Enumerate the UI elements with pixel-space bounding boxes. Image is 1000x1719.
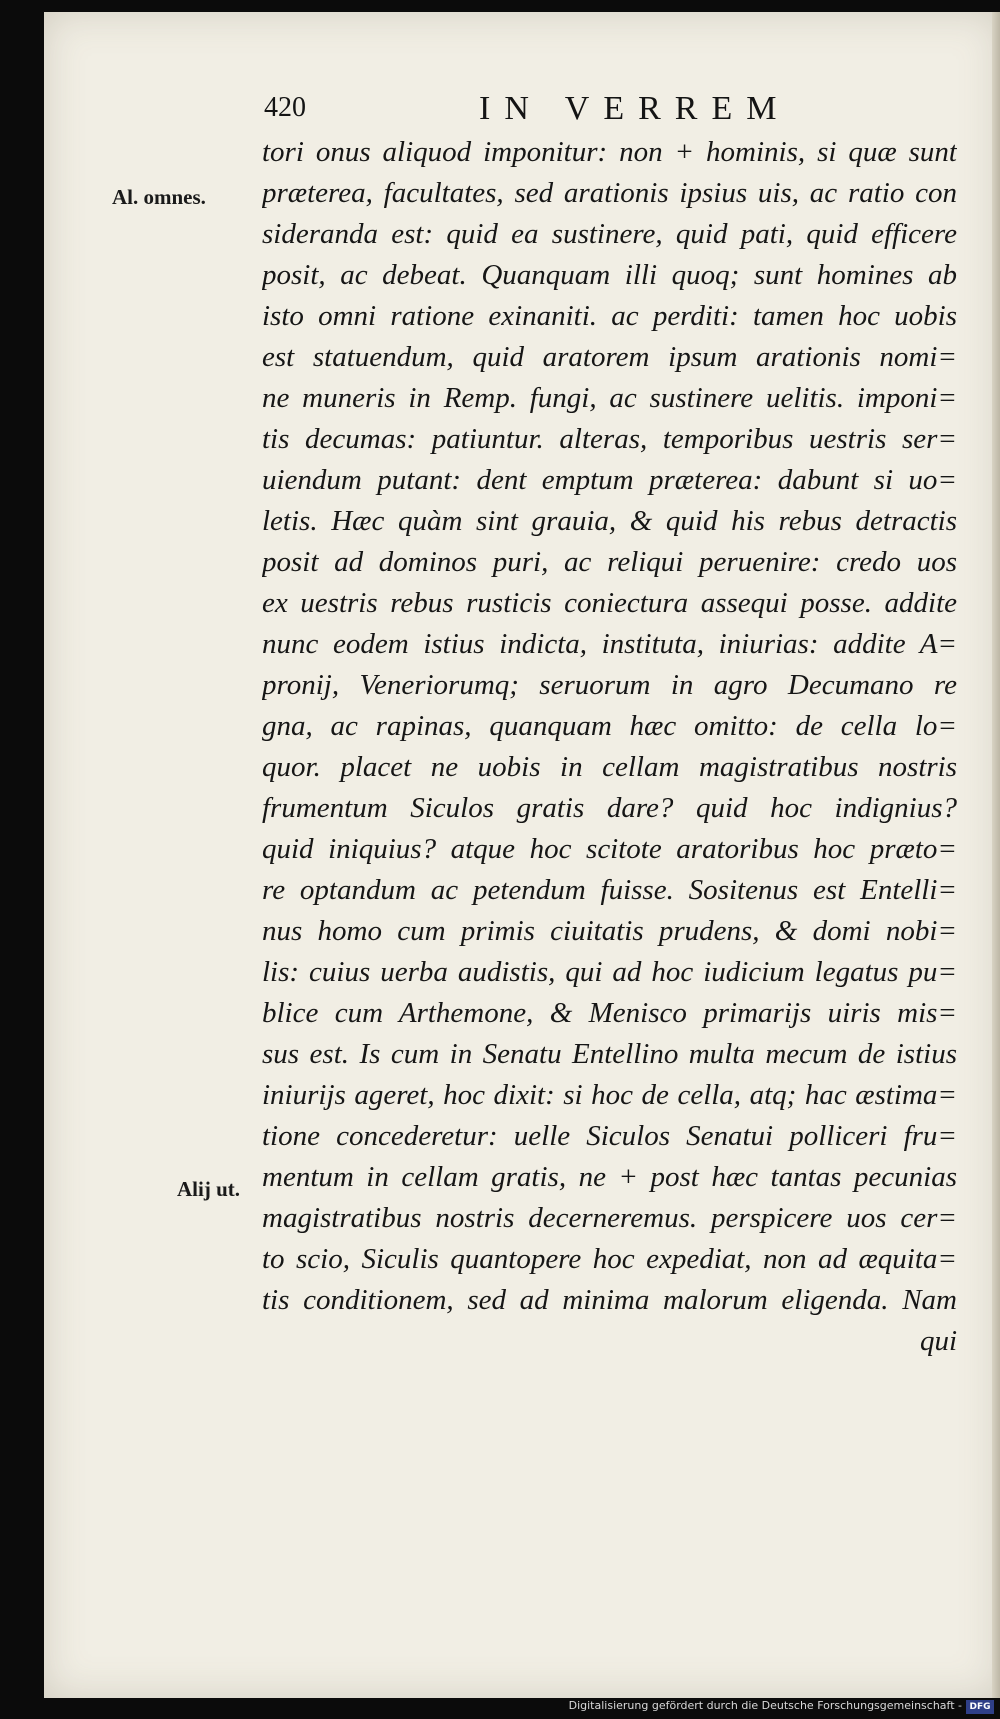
text-line: letis. Hæc quàm sint grauia, & quid his rebus detractis	[262, 505, 957, 537]
text-line: iniurijs ageret, hoc dixit: si hoc de cella, atq; hac æstima=	[262, 1079, 957, 1111]
text-line: blice cum Arthemone, & Menisco primarijs uiris mis=	[262, 997, 957, 1029]
text-line: posit, ac debeat. Quanquam illi quoq; sunt homines ab	[262, 259, 957, 291]
text-line: quid iniquius? atque hoc scitote aratoribus hoc præto=	[262, 833, 957, 865]
catchword: qui	[919, 1325, 957, 1357]
text-line: est statuendum, quid aratorem ipsum arationis nomi=	[262, 341, 957, 373]
text-line: sus est. Is cum in Senatu Entellino multa mecum de istius	[262, 1038, 957, 1070]
text-line: sideranda est: quid ea sustinere, quid pati, quid efficere	[262, 218, 957, 250]
text-line: tis decumas: patiuntur. alteras, temporibus uestris ser=	[262, 423, 957, 455]
body-text	[262, 132, 957, 1362]
marginal-note: Al. omnes.	[112, 185, 206, 209]
text-line: pronij, Veneriorumq; seruorum in agro Decumano re	[262, 669, 957, 701]
text-line: lis: cuius uerba audistis, qui ad hoc iudicium legatus pu=	[262, 956, 957, 988]
running-title: IN VERREM	[479, 90, 791, 127]
text-line: frumentum Siculos gratis dare? quid hoc indignius?	[262, 792, 957, 824]
text-line: ex uestris rebus rusticis coniectura assequi posse. addite	[262, 587, 957, 619]
running-head	[264, 92, 964, 132]
marginal-note: Alij ut.	[177, 1177, 240, 1201]
text-line: to scio, Siculis quantopere hoc expediat, non ad æquita=	[262, 1243, 957, 1275]
text-line: quor. placet ne uobis in cellam magistratibus nostris	[262, 751, 957, 783]
text-line: tori onus aliquod imponitur: non + hominis, si quæ sunt	[262, 136, 957, 168]
text-line: mentum in cellam gratis, ne + post hæc tantas pecunias	[262, 1161, 957, 1193]
text-line: gna, ac rapinas, quanquam hæc omitto: de cella lo=	[262, 710, 957, 742]
text-line: magistratibus nostris decerneremus. perspicere uos cer=	[262, 1202, 957, 1234]
page-edge	[992, 12, 1000, 1698]
text-line: re optandum ac petendum fuisse. Sositenus est Entelli=	[262, 874, 957, 906]
text-line: uiendum putant: dent emptum præterea: dabunt si uo=	[262, 464, 957, 496]
text-line: isto omni ratione exinaniti. ac perditi: tamen hoc uobis	[262, 300, 957, 332]
text-line: nunc eodem istius indicta, instituta, iniurias: addite A=	[262, 628, 957, 660]
text-line: posit ad dominos puri, ac reliqui peruenire: credo uos	[262, 546, 957, 578]
page-number: 420	[264, 92, 306, 123]
text-line: ne muneris in Remp. fungi, ac sustinere uelitis. imponi=	[262, 382, 957, 414]
text-line: tis conditionem, sed ad minima malorum eligenda. Nam	[262, 1284, 957, 1316]
footer-bar	[0, 1698, 1000, 1719]
text-line: tione concederetur: uelle Siculos Senatui polliceri fru=	[262, 1120, 957, 1152]
text-line: nus homo cum primis ciuitatis prudens, & domi nobi=	[262, 915, 957, 947]
dfg-logo-icon: DFG	[966, 1700, 994, 1714]
text-line: præterea, facultates, sed arationis ipsius uis, ac ratio con	[262, 177, 957, 209]
funding-credit: Digitalisierung gefördert durch die Deutsche Forschungsgemeinschaft -	[568, 1699, 962, 1712]
